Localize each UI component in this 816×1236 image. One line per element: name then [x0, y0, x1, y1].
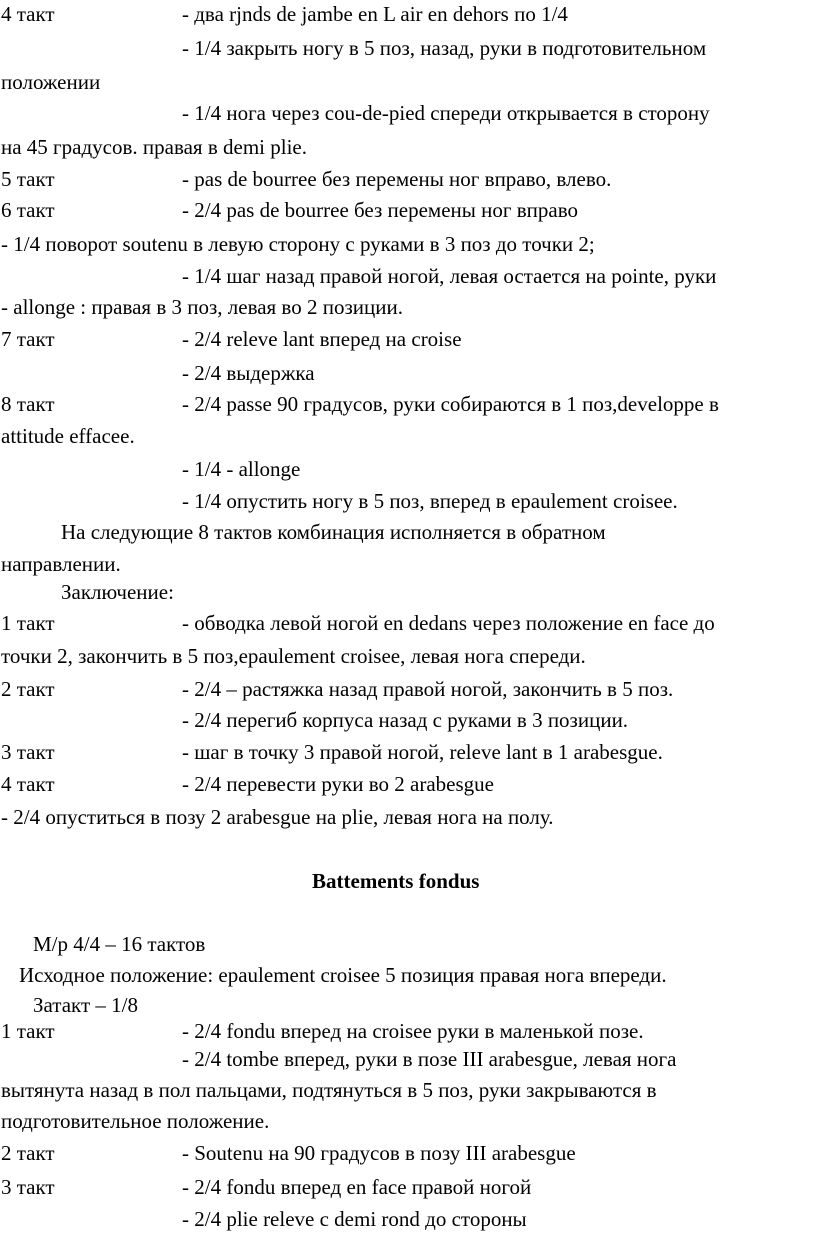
section-heading: Battements fondus — [312, 869, 480, 893]
line-text: На следующие 8 тактов комбинация исполняется в обратном — [61, 520, 606, 544]
line-text: attitude effacee. — [1, 424, 135, 448]
line-text: - 2/4 plie releve с demi rond до стороны — [182, 1207, 527, 1231]
line-text: вытянута назад в пол пальцами, подтянуться в 5 поз, руки закрываются в — [1, 1078, 657, 1102]
line-text: - 2/4 перегиб корпуса назад с руками в 3 позиции. — [182, 708, 629, 732]
line-text: М/р 4/4 – 16 тактов — [33, 932, 206, 956]
line-text: - 1/4 поворот soutenu в левую сторону с руками в 3 поз до точки 2; — [1, 232, 595, 256]
bar-label: 1 такт — [1, 1019, 55, 1043]
line-text: точки 2, закончить в 5 поз,epaulement croisee, левая нога спереди. — [1, 644, 586, 668]
line-text: положении — [1, 70, 101, 94]
line-text: Затакт – 1/8 — [33, 993, 138, 1017]
bar-label: 7 такт — [1, 327, 55, 351]
line-text: - шаг в точку 3 правой ногой, releve lant в 1 arabesgue. — [182, 740, 663, 764]
line-text: - 2/4 tombe вперед, руки в позе III arabesgue, левая нога — [182, 1047, 677, 1071]
line-text: Заключение: — [61, 580, 174, 604]
line-text: - pas de bourree без перемены ног вправо, влево. — [182, 167, 612, 191]
line-text: - 1/4 шаг назад правой ногой, левая остается на pointe, руки — [182, 264, 717, 288]
line-text: - 2/4 – растяжка назад правой ногой, закончить в 5 поз. — [182, 677, 674, 701]
line-text: Исходное положение: epaulement croisee 5 позиция правая нога впереди. — [19, 963, 667, 987]
line-text: - 1/4 - allonge — [182, 457, 301, 481]
line-text: на 45 градусов. правая в demi plie. — [1, 135, 307, 159]
line-text: - 2/4 passe 90 градусов, руки собираются в 1 поз,developpe в — [182, 392, 719, 416]
line-text: направлении. — [1, 552, 121, 576]
line-text: - allonge : правая в 3 поз, левая во 2 позиции. — [1, 295, 403, 319]
line-text: - Soutenu на 90 градусов в позу III arabesgue — [182, 1141, 576, 1165]
bar-label: 6 такт — [1, 198, 55, 222]
bar-label: 8 такт — [1, 392, 55, 416]
bar-label: 2 такт — [1, 1141, 55, 1165]
line-text: - 2/4 опуститься в позу 2 arabesgue на plie, левая нога на полу. — [1, 805, 554, 829]
line-text: - 2/4 fondu вперед на croisee руки в маленькой позе. — [182, 1019, 644, 1043]
line-text: - 1/4 нога через cou-de-pied спереди открывается в сторону — [182, 101, 710, 125]
line-text: - 1/4 закрыть ногу в 5 поз, назад, руки в подготовительном — [182, 36, 707, 60]
line-text: - 1/4 опустить ногу в 5 поз, вперед в epaulement croisee. — [182, 489, 678, 513]
line-text: - обводка левой ногой en dedans через положение en face до — [182, 611, 715, 635]
line-text: - 2/4 fondu вперед en face правой ногой — [182, 1175, 532, 1199]
bar-label: 3 такт — [1, 1175, 55, 1199]
bar-label: 3 такт — [1, 740, 55, 764]
line-text: - 2/4 pas de bourree без перемены ног вправо — [182, 198, 578, 222]
line-text: - 2/4 releve lant вперед на croise — [182, 327, 462, 351]
bar-label: 1 такт — [1, 611, 55, 635]
bar-label: 5 такт — [1, 167, 55, 191]
line-text: - 2/4 выдержка — [182, 361, 315, 385]
line-text: - 2/4 перевести руки во 2 arabesgue — [182, 772, 494, 796]
bar-label: 4 такт — [1, 2, 55, 26]
line-text: подготовительное положение. — [1, 1109, 270, 1133]
bar-label: 4 такт — [1, 772, 55, 796]
line-text: - два rjnds de jambe en L air en dehors по 1/4 — [182, 2, 568, 26]
bar-label: 2 такт — [1, 677, 55, 701]
